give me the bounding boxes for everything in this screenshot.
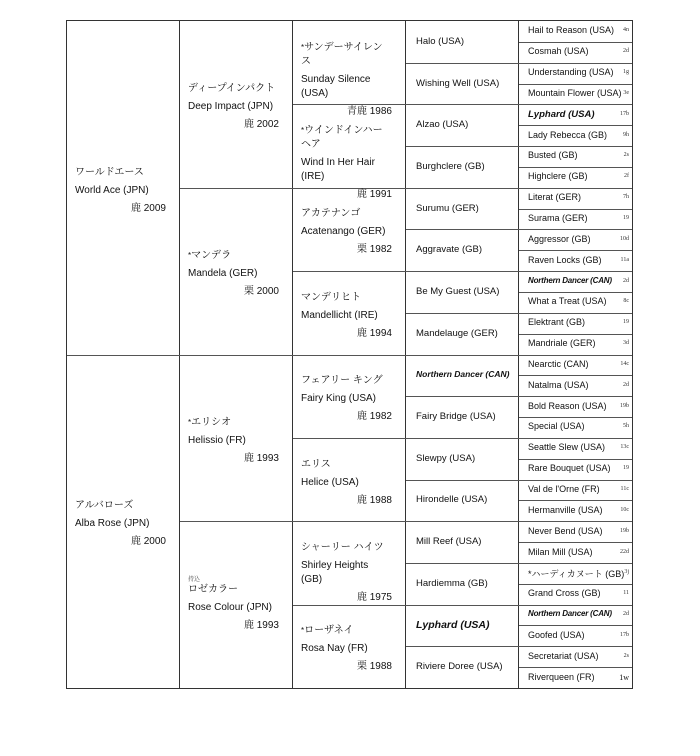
color-year-line xyxy=(301,410,392,424)
row-divider xyxy=(519,125,632,126)
g5-row xyxy=(519,505,632,517)
g5-horse: Nearctic (CAN) xyxy=(528,359,589,369)
family-number: 2d xyxy=(623,382,629,388)
g5-row xyxy=(519,276,632,288)
g3-horse xyxy=(301,541,392,605)
family-number: 3d xyxy=(623,340,629,346)
g5-horse: Grand Cross (GB) xyxy=(528,588,601,598)
row-divider xyxy=(519,500,632,501)
g5-row xyxy=(519,171,632,183)
name-en-line xyxy=(301,642,392,656)
name-en: Rose Colour (JPN) xyxy=(188,602,272,613)
color-year: 鹿 1993 xyxy=(243,453,279,464)
color-year: 鹿 2002 xyxy=(243,119,279,130)
g5-row xyxy=(519,25,632,37)
g3-horse xyxy=(301,374,392,424)
g5-horse: Bold Reason (USA) xyxy=(528,401,607,411)
name-en-line xyxy=(301,225,392,239)
name-en: Helissio (FR) xyxy=(188,435,246,446)
color-year-line xyxy=(188,118,279,132)
row-divider xyxy=(519,292,632,293)
g5-horse: Highclere (GB) xyxy=(528,171,588,181)
g5-horse: Mountain Flower (USA) xyxy=(528,88,622,98)
color-year-line xyxy=(188,285,279,299)
g4-horse: Northern Dancer (CAN) xyxy=(416,369,510,379)
name-en: Mandellicht (IRE) xyxy=(301,310,378,321)
row-divider xyxy=(519,584,632,585)
name-ja-line xyxy=(188,416,279,430)
g5-row xyxy=(519,317,632,329)
family-number: 17b xyxy=(620,111,629,117)
g5-row xyxy=(519,526,632,538)
g5-row xyxy=(519,88,632,100)
name-ja-line xyxy=(188,82,279,96)
name-ja: マンデラ xyxy=(191,250,232,261)
g4-horse: Burghclere (GB) xyxy=(416,161,485,172)
g4-horse: Slewpy (USA) xyxy=(416,453,476,464)
color-year: 栗 2000 xyxy=(243,286,279,297)
row-divider xyxy=(519,63,632,64)
g3-horse xyxy=(301,458,392,508)
color-year: 鹿 1993 xyxy=(243,620,279,631)
family-number: 7h xyxy=(623,194,629,200)
g5-row xyxy=(519,630,632,642)
g4-horse: Wishing Well (USA) xyxy=(416,78,500,89)
g1-horse xyxy=(75,166,166,216)
g5-row xyxy=(519,442,632,454)
family-number: 17b xyxy=(620,632,629,638)
color-year-line xyxy=(301,243,392,257)
g5-horse: Seattle Slew (USA) xyxy=(528,442,606,452)
row-divider xyxy=(519,542,632,543)
row-divider xyxy=(519,646,632,647)
g5-horse: Mandriale (GER) xyxy=(528,338,596,348)
g5-horse: Lady Rebecca (GB) xyxy=(528,130,608,140)
g5-horse: Val de l'Orne (FR) xyxy=(528,484,600,494)
ruby-note: 持込 xyxy=(188,577,201,583)
g5-horse: Aggressor (GB) xyxy=(528,234,591,244)
g5-row xyxy=(519,567,632,579)
imported-mark: * xyxy=(301,626,305,635)
g4-horse: Mandelauge (GER) xyxy=(416,328,498,339)
family-number: 11 xyxy=(623,590,629,596)
name-ja-line xyxy=(301,374,392,388)
g3-horse xyxy=(301,624,392,674)
family-number: 3e xyxy=(623,90,629,96)
family-number: 3j xyxy=(624,569,629,575)
g5-row xyxy=(519,651,632,663)
row-divider xyxy=(519,605,632,606)
name-ja: フェアリー キング xyxy=(301,375,383,386)
g4-horse: Lyphard (USA) xyxy=(416,619,490,631)
g5-horse: Literat (GER) xyxy=(528,192,582,202)
family-number: 2s xyxy=(623,653,629,659)
family-number: 19b xyxy=(620,403,629,409)
name-en-line xyxy=(75,517,166,531)
g5-horse: Hail to Reason (USA) xyxy=(528,25,615,35)
family-number: 4n xyxy=(623,27,629,33)
row-divider xyxy=(519,188,632,189)
family-number: 10c xyxy=(620,507,629,513)
g5-horse: Lyphard (USA) xyxy=(528,109,595,120)
name-en: Deep Impact (JPN) xyxy=(188,101,274,112)
name-ja: アカテナンゴ xyxy=(301,208,361,219)
family-number: 11a xyxy=(620,257,629,263)
family-number: 10d xyxy=(620,236,629,242)
g5-row xyxy=(519,213,632,225)
g5-horse: Milan Mill (USA) xyxy=(528,547,593,557)
imported-mark: * xyxy=(301,126,305,135)
g5-row xyxy=(519,234,632,246)
name-ja-line xyxy=(301,458,392,472)
g5-row xyxy=(519,192,632,204)
row-divider xyxy=(519,417,632,418)
row-divider xyxy=(519,313,632,314)
family-number: 5h xyxy=(623,423,629,429)
g4-horse: Surumu (GER) xyxy=(416,203,479,214)
row-divider xyxy=(519,625,632,626)
g5-row xyxy=(519,547,632,559)
family-number: 1w xyxy=(619,673,629,682)
name-en-line xyxy=(301,309,392,323)
g5-horse: Raven Locks (GB) xyxy=(528,255,602,265)
name-ja: ロゼカラー xyxy=(188,584,238,595)
name-en-line xyxy=(188,601,279,615)
color-year: 鹿 1994 xyxy=(356,328,392,339)
g5-row xyxy=(519,255,632,267)
family-number: 2d xyxy=(623,611,629,617)
name-en: Alba Rose (JPN) xyxy=(75,518,150,529)
imported-mark: * xyxy=(188,418,192,427)
row-divider xyxy=(519,396,632,397)
name-ja-line xyxy=(75,166,166,180)
row-divider xyxy=(519,480,632,481)
family-number: 22d xyxy=(620,549,629,555)
color-year-line xyxy=(188,452,279,466)
color-year: 鹿 1975 xyxy=(356,592,392,603)
g5-horse: Never Bend (USA) xyxy=(528,526,603,536)
row-divider xyxy=(519,104,632,105)
name-en: Sunday Silence (USA) xyxy=(301,74,371,99)
name-ja-line xyxy=(301,207,392,221)
name-ja-line xyxy=(75,499,166,513)
name-ja-line xyxy=(301,624,392,638)
row-divider xyxy=(519,521,632,522)
g2-horse xyxy=(188,416,279,466)
color-year-line xyxy=(301,188,392,202)
g4-horse: Hardiemma (GB) xyxy=(416,578,488,589)
name-en-line xyxy=(301,392,392,406)
g5-row xyxy=(519,150,632,162)
g5-row xyxy=(519,463,632,475)
row-divider xyxy=(519,84,632,85)
color-year: 鹿 1988 xyxy=(356,495,392,506)
g5-row xyxy=(519,67,632,79)
color-year-line xyxy=(188,619,279,633)
color-year: 鹿 2000 xyxy=(130,536,166,547)
name-en-line xyxy=(188,100,279,114)
color-year: 栗 1982 xyxy=(356,244,392,255)
name-ja: アルバローズ xyxy=(75,500,134,511)
g3-horse xyxy=(301,207,392,257)
name-en-line xyxy=(301,156,392,184)
color-year-line xyxy=(301,591,392,605)
family-number: 2d xyxy=(623,48,629,54)
color-year-line xyxy=(75,535,166,549)
g5-row xyxy=(519,421,632,433)
color-year: 青鹿 1986 xyxy=(346,106,392,117)
g5-horse: Understanding (USA) xyxy=(528,67,614,77)
name-ja: ウインドインハーヘア xyxy=(301,125,383,150)
g4-horse: Fairy Bridge (USA) xyxy=(416,411,496,422)
family-number: 1g xyxy=(623,69,629,75)
row-divider xyxy=(519,250,632,251)
family-number: 2f xyxy=(624,173,629,179)
color-year-line xyxy=(75,202,166,216)
family-number: 2d xyxy=(623,278,629,284)
g5-horse: Riverqueen (FR) xyxy=(528,672,595,682)
imported-mark: * xyxy=(188,251,192,260)
row-divider xyxy=(519,146,632,147)
row-divider xyxy=(519,229,632,230)
name-ja-line xyxy=(301,41,392,69)
name-en: Acatenango (GER) xyxy=(301,226,386,237)
color-year-line xyxy=(301,660,392,674)
row-divider xyxy=(519,42,632,43)
name-ja: ワールドエース xyxy=(75,167,144,178)
g5-horse: *ハーディカヌート (GB) xyxy=(528,569,625,579)
g3-horse xyxy=(301,124,392,202)
name-ja-line xyxy=(188,583,279,597)
g5-row xyxy=(519,401,632,413)
name-en-line xyxy=(75,184,166,198)
family-number: 19b xyxy=(620,528,629,534)
g4-horse: Halo (USA) xyxy=(416,36,465,47)
name-en: Rosa Nay (FR) xyxy=(301,643,368,654)
g2-horse xyxy=(188,577,279,633)
g4-horse: Riviere Doree (USA) xyxy=(416,661,503,672)
g5-horse: Northern Dancer (CAN) xyxy=(528,609,612,618)
g4-horse: Alzao (USA) xyxy=(416,119,469,130)
g5-row xyxy=(519,359,632,371)
name-en-line xyxy=(301,476,392,490)
row-divider xyxy=(519,667,632,668)
g5-row xyxy=(519,588,632,600)
family-number: 9h xyxy=(623,132,629,138)
name-en: Shirley Heights (GB) xyxy=(301,560,369,585)
name-en: Helice (USA) xyxy=(301,477,359,488)
family-number: 2s xyxy=(623,152,629,158)
name-ja-line xyxy=(301,291,392,305)
g5-row xyxy=(519,46,632,58)
g5-horse: Busted (GB) xyxy=(528,150,578,160)
g5-row xyxy=(519,609,632,621)
name-ja: ディープインパクト xyxy=(188,83,276,94)
family-number: 8c xyxy=(623,298,629,304)
g1-horse xyxy=(75,499,166,549)
g5-horse: Secretariat (USA) xyxy=(528,651,599,661)
name-en: Fairy King (USA) xyxy=(301,393,377,404)
color-year-line xyxy=(301,494,392,508)
row-divider xyxy=(519,355,632,356)
row-divider xyxy=(519,167,632,168)
g3-horse xyxy=(301,291,392,341)
name-en-line xyxy=(188,434,279,448)
row-divider xyxy=(519,334,632,335)
g5-horse: What a Treat (USA) xyxy=(528,296,607,306)
g5-horse: Elektrant (GB) xyxy=(528,317,586,327)
name-ja: シャーリー ハイツ xyxy=(301,542,384,553)
family-number: 11c xyxy=(620,486,629,492)
g4-horse: Aggravate (GB) xyxy=(416,244,482,255)
color-year: 鹿 2009 xyxy=(130,203,166,214)
g5-horse: Goofed (USA) xyxy=(528,630,585,640)
imported-mark: * xyxy=(301,43,305,52)
g5-row xyxy=(519,296,632,308)
name-ja-line xyxy=(301,124,392,152)
row-divider xyxy=(519,271,632,272)
color-year-line xyxy=(301,105,392,119)
name-ja: サンデーサイレンス xyxy=(301,42,383,67)
name-en: Mandela (GER) xyxy=(188,268,258,279)
row-divider xyxy=(519,375,632,376)
g4-horse: Mill Reef (USA) xyxy=(416,536,482,547)
g5-row xyxy=(519,130,632,142)
name-en-line xyxy=(188,267,279,281)
name-ja: エリス xyxy=(301,459,331,470)
g5-horse: Rare Bouquet (USA) xyxy=(528,463,611,473)
name-en-line xyxy=(301,559,392,587)
name-ja: ローザネイ xyxy=(304,625,354,636)
name-ja-line xyxy=(188,249,279,263)
g5-horse: Special (USA) xyxy=(528,421,585,431)
name-en: Wind In Her Hair (IRE) xyxy=(301,157,375,182)
g4-horse: Hirondelle (USA) xyxy=(416,494,488,505)
g5-row xyxy=(519,484,632,496)
row-divider xyxy=(519,563,632,564)
color-year-line xyxy=(301,327,392,341)
g5-horse: Hermanville (USA) xyxy=(528,505,603,515)
g5-horse: Surama (GER) xyxy=(528,213,588,223)
color-year: 鹿 1991 xyxy=(356,189,392,200)
name-ja: エリシオ xyxy=(191,417,232,428)
g3-horse xyxy=(301,41,392,119)
name-en: World Ace (JPN) xyxy=(75,185,149,196)
g2-horse xyxy=(188,82,279,132)
g2-horse xyxy=(188,249,279,299)
name-en-line xyxy=(301,73,392,101)
g5-horse: Cosmah (USA) xyxy=(528,46,589,56)
color-year: 栗 1988 xyxy=(356,661,392,672)
name-ja-line xyxy=(301,541,392,555)
color-year: 鹿 1982 xyxy=(356,411,392,422)
g5-horse: Natalma (USA) xyxy=(528,380,589,390)
g5-horse: Northern Dancer (CAN) xyxy=(528,276,612,285)
family-number: 14c xyxy=(620,361,629,367)
family-number: 19 xyxy=(623,465,629,471)
pedigree-table xyxy=(66,20,633,689)
name-ja: マンデリヒト xyxy=(301,292,361,303)
family-number: 13c xyxy=(620,444,629,450)
g5-row xyxy=(519,109,632,121)
row-divider xyxy=(519,459,632,460)
family-number: 19 xyxy=(623,319,629,325)
g5-row xyxy=(519,338,632,350)
g4-horse: Be My Guest (USA) xyxy=(416,286,500,297)
g5-row xyxy=(519,380,632,392)
row-divider xyxy=(519,209,632,210)
g5-row xyxy=(519,672,632,684)
row-divider xyxy=(519,438,632,439)
family-number: 19 xyxy=(623,215,629,221)
